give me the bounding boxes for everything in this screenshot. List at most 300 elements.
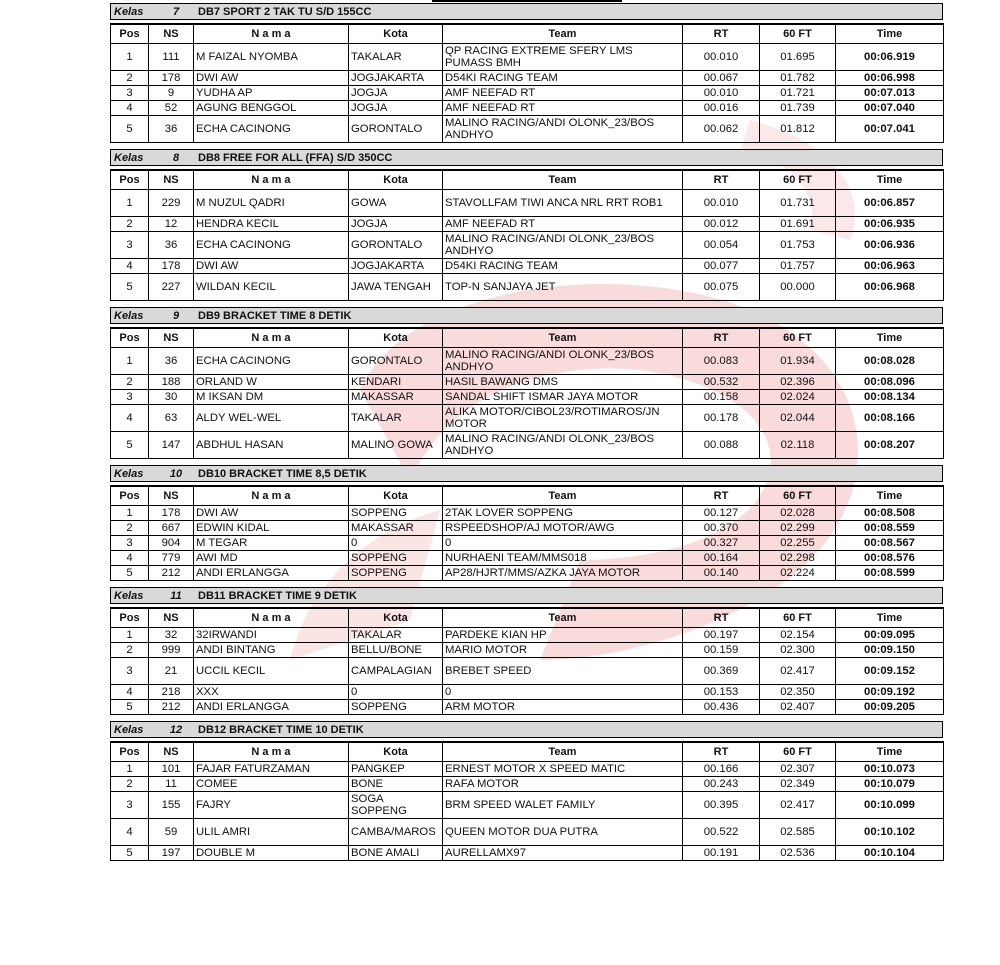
column-header-kota: Kota (349, 170, 443, 190)
cell-team: AP28/HJRT/MMS/AZKA JAYA MOTOR (443, 566, 683, 581)
cell-time: 00:08.599 (836, 566, 944, 581)
cell-ft: 02.349 (760, 777, 836, 792)
column-header-team: Team (443, 328, 683, 348)
cell-rt: 00.067 (683, 71, 760, 86)
table-row (111, 232, 944, 259)
cell-time: 00:08.508 (836, 506, 944, 521)
cell-ft: 02.307 (760, 762, 836, 777)
results-table (110, 23, 944, 143)
cell-team: MALINO RACING/ANDI OLONK_23/BOS ANDHYO (443, 432, 683, 459)
column-header-rt: RT (683, 742, 760, 762)
column-header-time: Time (836, 170, 944, 190)
cell-time: 00:06.968 (836, 274, 944, 301)
header-row (111, 24, 944, 44)
cell-ft: 02.044 (760, 405, 836, 432)
cell-pos: 4 (111, 101, 149, 116)
column-header-ns: NS (149, 608, 194, 628)
cell-ns: 111 (149, 44, 194, 71)
cell-kota: SOPPENG (349, 551, 443, 566)
class-number: 12 (169, 723, 183, 736)
cell-ft: 01.721 (760, 86, 836, 101)
cell-rt: 00.054 (683, 232, 760, 259)
table-row (111, 846, 944, 861)
table-row (111, 643, 944, 658)
cell-kota: BONE (349, 777, 443, 792)
cell-pos: 4 (111, 405, 149, 432)
class-section (110, 721, 943, 861)
cell-rt: 00.243 (683, 777, 760, 792)
table-row (111, 685, 944, 700)
cell-time: 00:06.998 (836, 71, 944, 86)
column-header-ns: NS (149, 170, 194, 190)
results-sheet (110, 3, 943, 867)
class-label: Kelas (114, 309, 144, 322)
class-title: DB11 BRACKET TIME 9 DETIK (198, 589, 357, 602)
table-row (111, 777, 944, 792)
column-header-ft: 60 FT (760, 742, 836, 762)
column-header-rt: RT (683, 608, 760, 628)
cell-nama: YUDHA AP (194, 86, 349, 101)
cell-team: MALINO RACING/ANDI OLONK_23/BOS ANDHYO (443, 348, 683, 375)
cell-team: HASIL BAWANG DMS (443, 375, 683, 390)
class-section (110, 587, 943, 715)
header-row (111, 608, 944, 628)
cell-kota: MAKASSAR (349, 521, 443, 536)
cell-rt: 00.369 (683, 658, 760, 685)
cell-pos: 1 (111, 348, 149, 375)
class-section (110, 465, 943, 581)
column-header-kota: Kota (349, 486, 443, 506)
cell-pos: 3 (111, 792, 149, 819)
column-header-time: Time (836, 742, 944, 762)
table-row (111, 116, 944, 143)
cell-ns: 36 (149, 348, 194, 375)
cell-ft: 02.417 (760, 792, 836, 819)
cell-team: QUEEN MOTOR DUA PUTRA (443, 819, 683, 846)
cell-rt: 00.077 (683, 259, 760, 274)
cell-ft: 02.300 (760, 643, 836, 658)
cell-time: 00:10.099 (836, 792, 944, 819)
class-label: Kelas (114, 151, 144, 164)
cell-time: 00:10.079 (836, 777, 944, 792)
table-row (111, 86, 944, 101)
column-header-ft: 60 FT (760, 24, 836, 44)
cell-kota: SOGA SOPPENG (349, 792, 443, 819)
column-header-team: Team (443, 608, 683, 628)
class-label: Kelas (114, 723, 144, 736)
column-header-rt: RT (683, 24, 760, 44)
cell-kota: PANGKEP (349, 762, 443, 777)
cell-team: RSPEEDSHOP/AJ MOTOR/AWG (443, 521, 683, 536)
class-header (110, 721, 943, 738)
cell-ns: 155 (149, 792, 194, 819)
cell-team: SANDAL SHIFT ISMAR JAYA MOTOR (443, 390, 683, 405)
cell-ns: 30 (149, 390, 194, 405)
cell-team: ERNEST MOTOR X SPEED MATIC (443, 762, 683, 777)
cell-kota: GORONTALO (349, 116, 443, 143)
cell-kota: TAKALAR (349, 44, 443, 71)
cell-ns: 178 (149, 71, 194, 86)
class-title: DB12 BRACKET TIME 10 DETIK (198, 723, 364, 736)
cell-pos: 5 (111, 432, 149, 459)
cell-ns: 52 (149, 101, 194, 116)
column-header-time: Time (836, 24, 944, 44)
column-header-time: Time (836, 328, 944, 348)
cell-team: AMF NEEFAD RT (443, 217, 683, 232)
class-header (110, 3, 943, 20)
column-header-time: Time (836, 608, 944, 628)
cell-kota: JOGJA (349, 217, 443, 232)
cell-ft: 01.782 (760, 71, 836, 86)
class-title: DB7 SPORT 2 TAK TU S/D 155CC (198, 5, 372, 18)
cell-ns: 59 (149, 819, 194, 846)
cell-nama: DOUBLE M (194, 846, 349, 861)
cell-team: AURELLAMX97 (443, 846, 683, 861)
cell-time: 00:08.559 (836, 521, 944, 536)
cell-nama: ABDHUL HASAN (194, 432, 349, 459)
cell-time: 00:08.096 (836, 375, 944, 390)
cell-team: 0 (443, 685, 683, 700)
cell-pos: 1 (111, 506, 149, 521)
cell-time: 00:08.134 (836, 390, 944, 405)
cell-ns: 101 (149, 762, 194, 777)
cell-kota: CAMPALAGIAN (349, 658, 443, 685)
cell-rt: 00.140 (683, 566, 760, 581)
cell-ns: 178 (149, 259, 194, 274)
class-number: 7 (172, 5, 180, 18)
cell-team: NURHAENI TEAM/MMS018 (443, 551, 683, 566)
class-number: 11 (170, 589, 182, 602)
class-number: 8 (172, 151, 180, 164)
cell-kota: KENDARI (349, 375, 443, 390)
header-row (111, 170, 944, 190)
table-row (111, 348, 944, 375)
cell-ft: 02.417 (760, 658, 836, 685)
cell-ft: 01.739 (760, 101, 836, 116)
cell-nama: M NUZUL QADRI (194, 190, 349, 217)
cell-team: MARIO MOTOR (443, 643, 683, 658)
cell-pos: 1 (111, 762, 149, 777)
cell-rt: 00.075 (683, 274, 760, 301)
cell-ns: 21 (149, 658, 194, 685)
column-header-kota: Kota (349, 608, 443, 628)
column-header-ft: 60 FT (760, 608, 836, 628)
cell-time: 00:07.041 (836, 116, 944, 143)
cell-nama: ANDI BINTANG (194, 643, 349, 658)
cell-ft: 02.396 (760, 375, 836, 390)
column-header-nama: N a m a (194, 486, 349, 506)
cell-ft: 02.255 (760, 536, 836, 551)
class-label: Kelas (114, 5, 144, 18)
cell-time: 00:06.935 (836, 217, 944, 232)
cell-ft: 02.407 (760, 700, 836, 715)
cell-rt: 00.370 (683, 521, 760, 536)
cell-kota: TAKALAR (349, 628, 443, 643)
cell-pos: 5 (111, 846, 149, 861)
column-header-kota: Kota (349, 24, 443, 44)
column-header-team: Team (443, 486, 683, 506)
cell-pos: 3 (111, 390, 149, 405)
cell-rt: 00.016 (683, 101, 760, 116)
header-row (111, 486, 944, 506)
cell-team: MALINO RACING/ANDI OLONK_23/BOS ANDHYO (443, 232, 683, 259)
column-header-ft: 60 FT (760, 328, 836, 348)
cell-nama: FAJRY (194, 792, 349, 819)
cell-ft: 02.350 (760, 685, 836, 700)
column-header-ns: NS (149, 742, 194, 762)
cell-pos: 4 (111, 551, 149, 566)
table-row (111, 71, 944, 86)
cell-nama: UCCIL KECIL (194, 658, 349, 685)
cell-rt: 00.127 (683, 506, 760, 521)
cell-nama: ECHA CACINONG (194, 232, 349, 259)
cell-kota: CAMBA/MAROS (349, 819, 443, 846)
cell-time: 00:06.936 (836, 232, 944, 259)
cell-kota: TAKALAR (349, 405, 443, 432)
cell-nama: M TEGAR (194, 536, 349, 551)
class-header (110, 587, 943, 604)
column-header-team: Team (443, 170, 683, 190)
cell-ns: 9 (149, 86, 194, 101)
cell-time: 00:06.857 (836, 190, 944, 217)
table-row (111, 506, 944, 521)
cell-ns: 229 (149, 190, 194, 217)
column-header-pos: Pos (111, 608, 149, 628)
cell-ns: 147 (149, 432, 194, 459)
column-header-ns: NS (149, 328, 194, 348)
table-row (111, 101, 944, 116)
cell-rt: 00.436 (683, 700, 760, 715)
cell-rt: 00.164 (683, 551, 760, 566)
table-row (111, 566, 944, 581)
cell-kota: JAWA TENGAH (349, 274, 443, 301)
cell-nama: EDWIN KIDAL (194, 521, 349, 536)
cell-time: 00:09.205 (836, 700, 944, 715)
cell-ns: 904 (149, 536, 194, 551)
header-row (111, 742, 944, 762)
cell-ns: 11 (149, 777, 194, 792)
cell-nama: XXX (194, 685, 349, 700)
column-header-ns: NS (149, 24, 194, 44)
cell-pos: 5 (111, 566, 149, 581)
cell-ft: 01.812 (760, 116, 836, 143)
column-header-nama: N a m a (194, 328, 349, 348)
column-header-pos: Pos (111, 170, 149, 190)
column-header-ft: 60 FT (760, 486, 836, 506)
cell-nama: ANDI ERLANGGA (194, 700, 349, 715)
table-row (111, 628, 944, 643)
cell-kota: JOGJA (349, 101, 443, 116)
cell-time: 00:10.102 (836, 819, 944, 846)
class-section (110, 3, 943, 143)
cell-rt: 00.062 (683, 116, 760, 143)
column-header-kota: Kota (349, 742, 443, 762)
cell-kota: BONE AMALI (349, 846, 443, 861)
table-row (111, 259, 944, 274)
table-row (111, 432, 944, 459)
cell-rt: 00.010 (683, 86, 760, 101)
cell-nama: DWI AW (194, 71, 349, 86)
table-row (111, 405, 944, 432)
cell-pos: 1 (111, 628, 149, 643)
cell-kota: GORONTALO (349, 348, 443, 375)
cell-nama: DWI AW (194, 506, 349, 521)
cell-time: 00:09.095 (836, 628, 944, 643)
cell-pos: 2 (111, 71, 149, 86)
cell-nama: ORLAND W (194, 375, 349, 390)
cell-time: 00:07.013 (836, 86, 944, 101)
table-row (111, 521, 944, 536)
cell-rt: 00.532 (683, 375, 760, 390)
cell-time: 00:08.567 (836, 536, 944, 551)
cell-ft: 02.298 (760, 551, 836, 566)
cell-nama: HENDRA KECIL (194, 217, 349, 232)
cell-pos: 1 (111, 44, 149, 71)
cell-time: 00:08.576 (836, 551, 944, 566)
cell-rt: 00.159 (683, 643, 760, 658)
table-row (111, 536, 944, 551)
class-section (110, 149, 943, 301)
cell-rt: 00.327 (683, 536, 760, 551)
results-table (110, 741, 944, 861)
table-row (111, 819, 944, 846)
cell-team: PARDEKE KIAN HP (443, 628, 683, 643)
cell-nama: M FAIZAL NYOMBA (194, 44, 349, 71)
class-title: DB10 BRACKET TIME 8,5 DETIK (198, 467, 367, 480)
cell-pos: 5 (111, 274, 149, 301)
column-header-pos: Pos (111, 486, 149, 506)
column-header-time: Time (836, 486, 944, 506)
column-header-nama: N a m a (194, 24, 349, 44)
table-row (111, 217, 944, 232)
cell-pos: 2 (111, 777, 149, 792)
column-header-rt: RT (683, 328, 760, 348)
cell-team: AMF NEEFAD RT (443, 86, 683, 101)
cell-rt: 00.153 (683, 685, 760, 700)
cell-pos: 2 (111, 521, 149, 536)
cell-nama: COMEE (194, 777, 349, 792)
cell-time: 00:08.207 (836, 432, 944, 459)
cell-ns: 218 (149, 685, 194, 700)
class-header (110, 307, 943, 324)
cell-nama: AGUNG BENGGOL (194, 101, 349, 116)
cell-rt: 00.197 (683, 628, 760, 643)
table-row (111, 658, 944, 685)
cell-ns: 667 (149, 521, 194, 536)
column-header-pos: Pos (111, 742, 149, 762)
table-row (111, 700, 944, 715)
column-header-team: Team (443, 742, 683, 762)
table-row (111, 274, 944, 301)
cell-team: QP RACING EXTREME SFERY LMS PUMASS BMH (443, 44, 683, 71)
cell-time: 00:09.192 (836, 685, 944, 700)
cell-kota: JOGJAKARTA (349, 259, 443, 274)
cell-pos: 2 (111, 375, 149, 390)
cell-ft: 01.757 (760, 259, 836, 274)
cell-rt: 00.158 (683, 390, 760, 405)
top-rule (432, 0, 622, 2)
cell-ft: 02.118 (760, 432, 836, 459)
cell-team: 0 (443, 536, 683, 551)
cell-nama: AWI MD (194, 551, 349, 566)
class-title: DB8 FREE FOR ALL (FFA) S/D 350CC (198, 151, 393, 164)
cell-ft: 02.028 (760, 506, 836, 521)
cell-ft: 02.536 (760, 846, 836, 861)
column-header-nama: N a m a (194, 742, 349, 762)
table-row (111, 190, 944, 217)
cell-kota: SOPPENG (349, 566, 443, 581)
cell-team: D54KI RACING TEAM (443, 259, 683, 274)
class-header (110, 465, 943, 482)
table-row (111, 390, 944, 405)
cell-nama: DWI AW (194, 259, 349, 274)
class-number: 9 (172, 309, 180, 322)
cell-ft: 02.299 (760, 521, 836, 536)
cell-ns: 12 (149, 217, 194, 232)
cell-time: 00:06.963 (836, 259, 944, 274)
column-header-rt: RT (683, 170, 760, 190)
column-header-ft: 60 FT (760, 170, 836, 190)
class-number: 10 (169, 467, 183, 480)
cell-ns: 178 (149, 506, 194, 521)
cell-team: BREBET SPEED (443, 658, 683, 685)
cell-team: RAFA MOTOR (443, 777, 683, 792)
cell-ft: 01.753 (760, 232, 836, 259)
cell-ns: 63 (149, 405, 194, 432)
cell-kota: 0 (349, 685, 443, 700)
cell-team: D54KI RACING TEAM (443, 71, 683, 86)
table-row (111, 551, 944, 566)
cell-nama: FAJAR FATURZAMAN (194, 762, 349, 777)
cell-team: AMF NEEFAD RT (443, 101, 683, 116)
cell-ns: 212 (149, 700, 194, 715)
cell-ns: 999 (149, 643, 194, 658)
results-table (110, 327, 944, 459)
cell-ns: 212 (149, 566, 194, 581)
cell-pos: 3 (111, 232, 149, 259)
cell-nama: ANDI ERLANGGA (194, 566, 349, 581)
cell-kota: JOGJAKARTA (349, 71, 443, 86)
cell-kota: GOWA (349, 190, 443, 217)
table-row (111, 762, 944, 777)
cell-rt: 00.010 (683, 190, 760, 217)
cell-rt: 00.522 (683, 819, 760, 846)
cell-ns: 188 (149, 375, 194, 390)
cell-time: 00:06.919 (836, 44, 944, 71)
column-header-kota: Kota (349, 328, 443, 348)
cell-kota: GORONTALO (349, 232, 443, 259)
table-row (111, 792, 944, 819)
cell-ft: 01.691 (760, 217, 836, 232)
column-header-nama: N a m a (194, 608, 349, 628)
cell-nama: ECHA CACINONG (194, 116, 349, 143)
cell-nama: ECHA CACINONG (194, 348, 349, 375)
class-header (110, 149, 943, 166)
cell-pos: 4 (111, 685, 149, 700)
cell-ft: 02.224 (760, 566, 836, 581)
cell-kota: JOGJA (349, 86, 443, 101)
cell-team: MALINO RACING/ANDI OLONK_23/BOS ANDHYO (443, 116, 683, 143)
column-header-ns: NS (149, 486, 194, 506)
cell-kota: 0 (349, 536, 443, 551)
cell-ft: 01.934 (760, 348, 836, 375)
cell-ns: 779 (149, 551, 194, 566)
class-section (110, 307, 943, 459)
cell-nama: WILDAN KECIL (194, 274, 349, 301)
cell-time: 00:10.073 (836, 762, 944, 777)
cell-rt: 00.191 (683, 846, 760, 861)
cell-rt: 00.166 (683, 762, 760, 777)
